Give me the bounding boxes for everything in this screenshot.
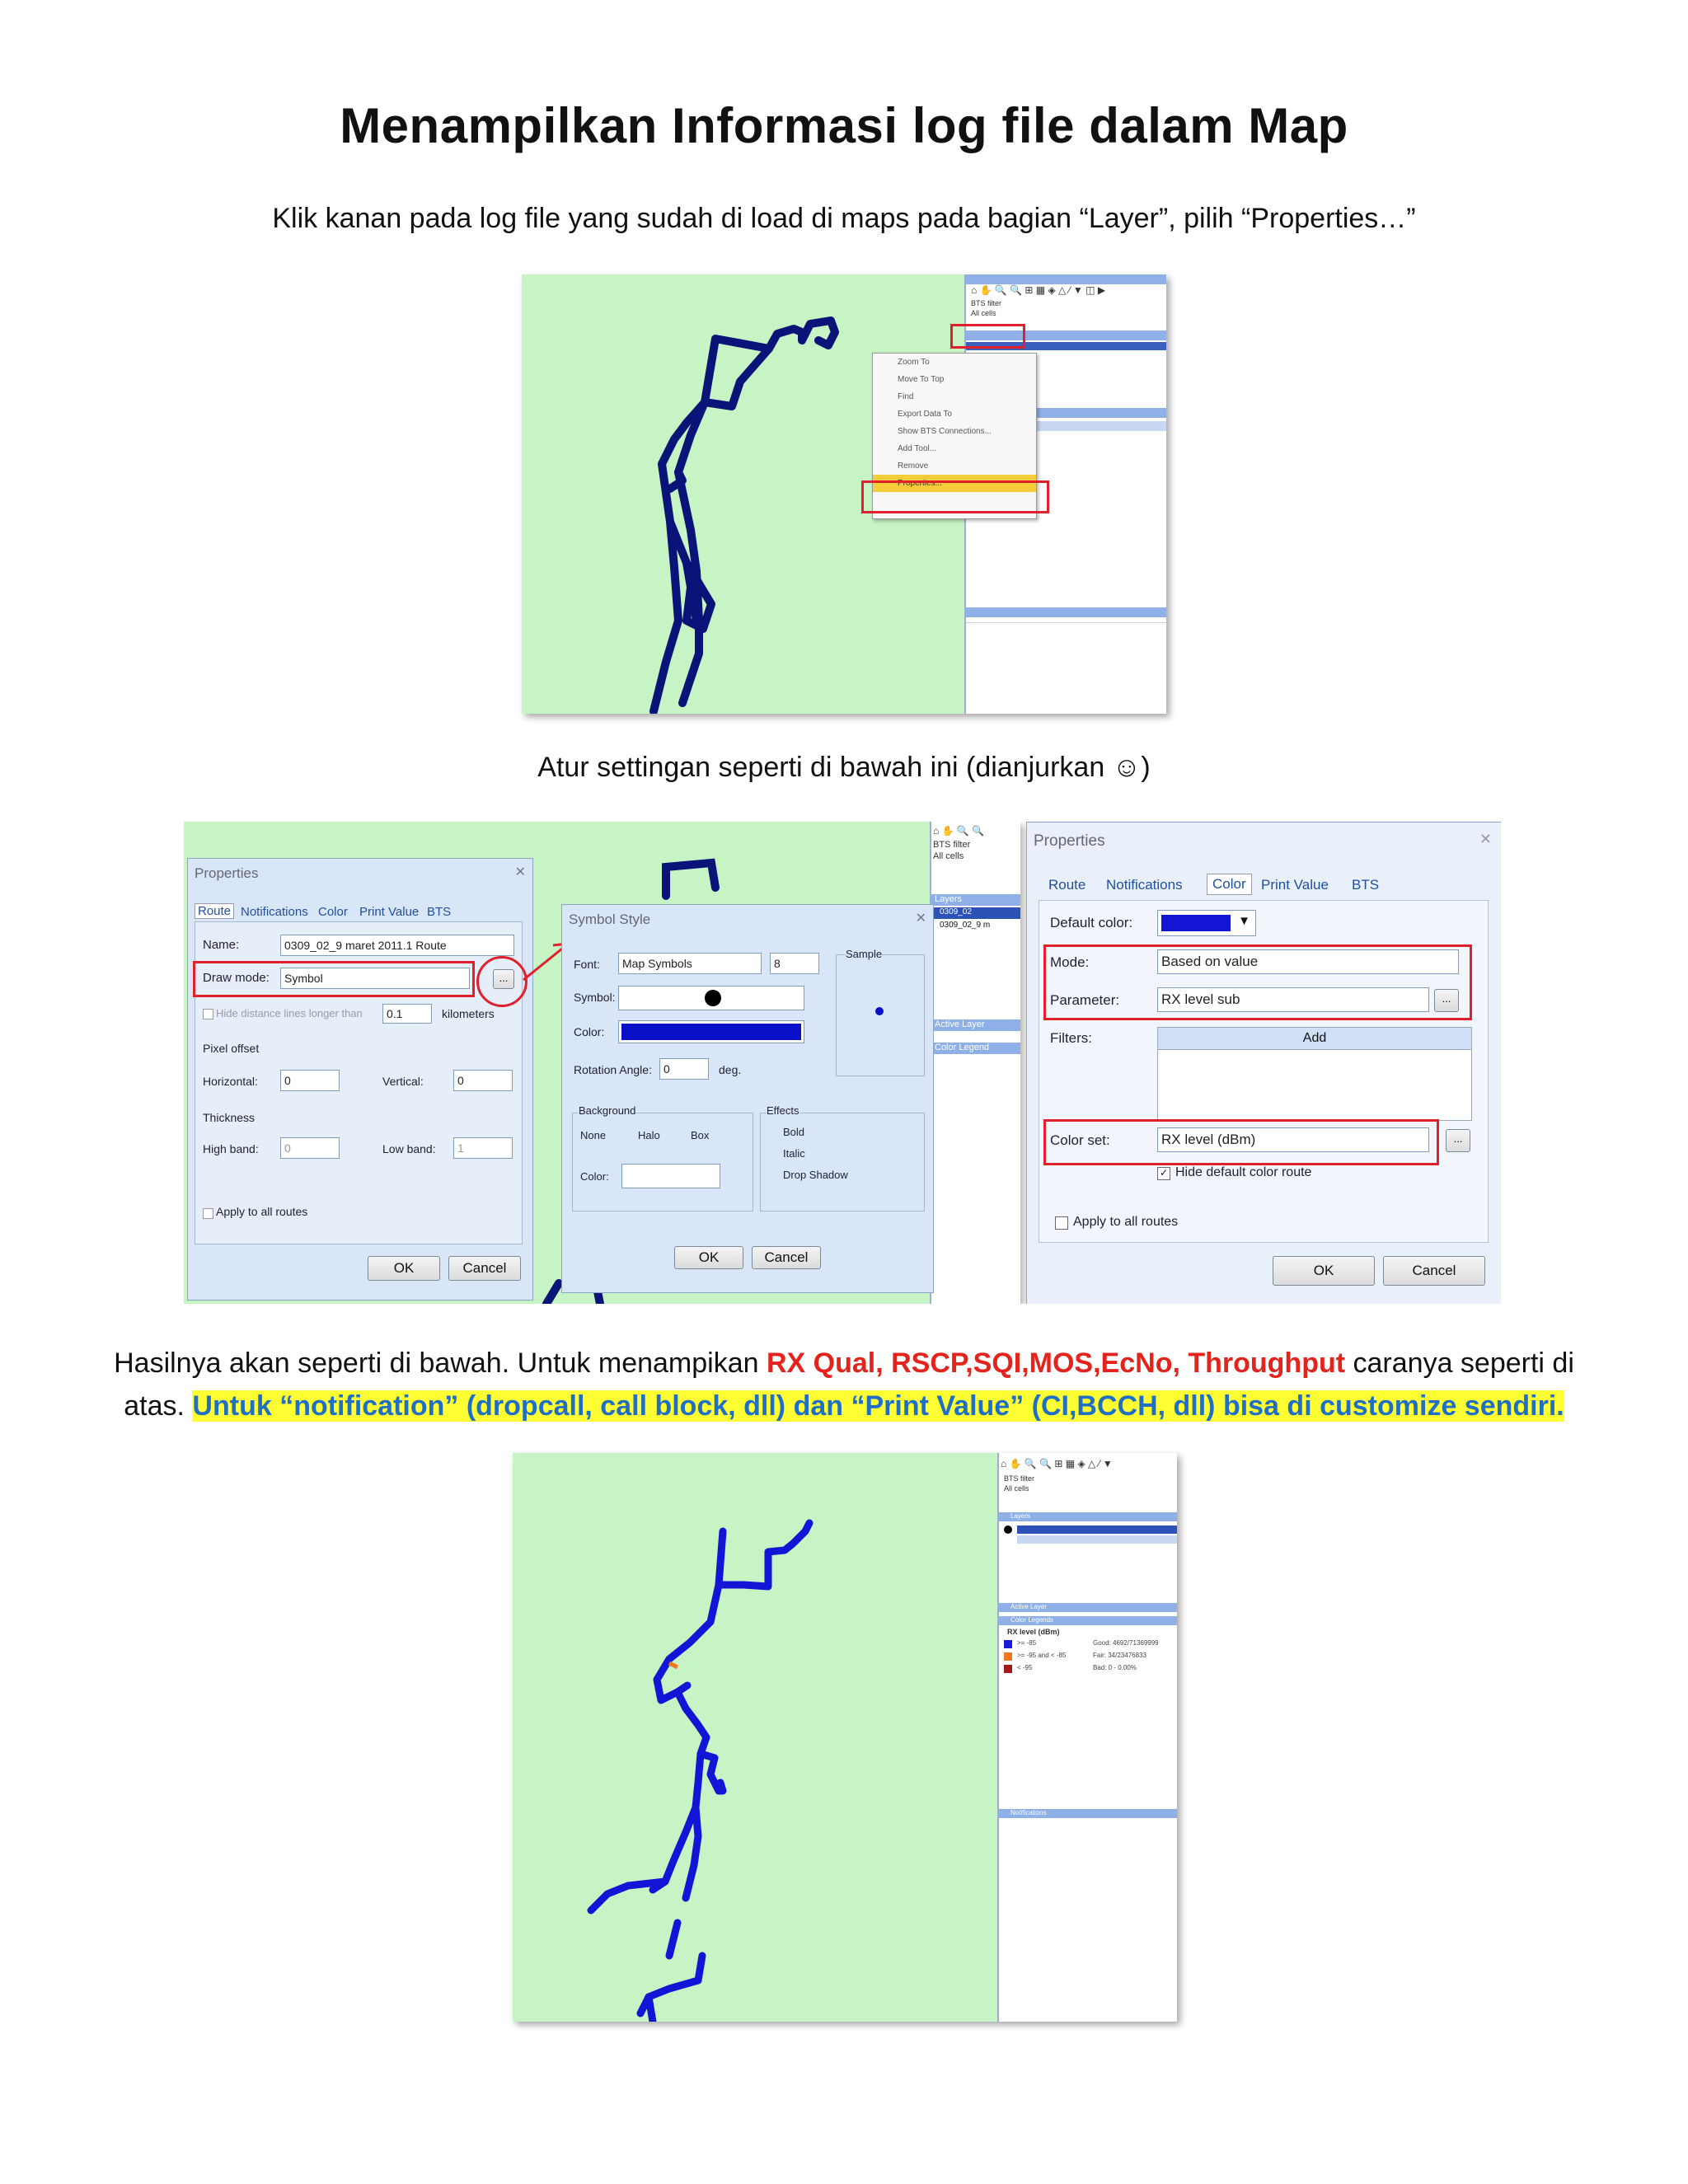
drop-shadow-checkbox[interactable]: Drop Shadow <box>783 1169 848 1181</box>
mode-label: Mode: <box>1050 954 1090 970</box>
menu-item-remove[interactable]: Remove <box>898 462 929 471</box>
map-with-dialogs <box>184 822 1020 1304</box>
tab-notifications[interactable]: Notifications <box>241 905 308 919</box>
menu-item-export[interactable]: Export Data To <box>898 410 952 419</box>
result-text-1: Hasilnya akan seperti di bawah. Untuk menampikan <box>114 1347 767 1379</box>
parameter-label: Parameter: <box>1050 992 1120 1008</box>
legend-row <box>1004 1664 1174 1675</box>
result-text-2: caranya seperti di <box>1345 1347 1574 1379</box>
result-notification-highlight: Untuk “notification” (dropcall, call block, dll) dan “Print Value” (CI,BCCH, dll) bisa di customize sendiri. <box>192 1390 1564 1422</box>
step1-instruction: Klik kanan pada log file yang sudah di load di maps pada bagian “Layer”, pilih “Properties…” <box>272 203 1416 234</box>
legend-title: RX level (dBm) <box>1007 1628 1060 1636</box>
tab-route[interactable]: Route <box>195 903 234 919</box>
legend-swatch <box>1004 1665 1012 1673</box>
legend-label: >= -95 and < -85 <box>1017 1652 1067 1659</box>
color-set-select[interactable]: RX level (dBm) <box>1157 1127 1429 1152</box>
symbol-dot-icon <box>705 990 721 1006</box>
layer-row[interactable] <box>1017 1526 1177 1534</box>
font-size-select[interactable]: 8 <box>770 953 819 974</box>
map-area <box>513 1453 997 2022</box>
bg-color-label: Color: <box>580 1170 609 1183</box>
layer-row-2[interactable]: 0309_02_9 m <box>940 921 991 930</box>
menu-item-find[interactable]: Find <box>898 392 914 401</box>
toolbar-icons[interactable]: ⌂ ✋ 🔍 🔍 ⊞ ▦ ◈ △ ⁄ ▼ ◫ ▶ <box>971 284 1106 296</box>
step2-instruction: Atur settingan seperti di bawah ini (dianjurkan ☺) <box>537 752 1151 783</box>
hide-lines-checkbox[interactable] <box>203 1009 213 1019</box>
legend-stat: Fair: 34/23476833 <box>1093 1652 1146 1659</box>
apply-all-checkbox[interactable] <box>1055 1216 1068 1230</box>
dialog-title: Properties <box>1034 832 1105 850</box>
bts-filter-label: BTS filter <box>971 299 1002 307</box>
close-icon[interactable]: ✕ <box>514 865 526 879</box>
sample-dot-icon <box>875 1007 884 1015</box>
all-cells-label-3: All cells <box>1004 1484 1029 1493</box>
parameter-browse-button[interactable]: ... <box>1434 989 1459 1012</box>
apply-all-label: Apply to all routes <box>1073 1215 1179 1229</box>
hide-lines-label: Hide distance lines longer than <box>216 1007 363 1019</box>
legend-swatch <box>1004 1652 1012 1661</box>
apply-all-checkbox[interactable] <box>203 1208 213 1219</box>
legend-stat: Bad: 0 - 0.00% <box>1093 1664 1137 1671</box>
legend-swatch <box>1004 1640 1012 1648</box>
color-set-browse-button[interactable]: ... <box>1446 1129 1470 1152</box>
background-group <box>572 1113 753 1212</box>
legend-label: < -95 <box>1017 1664 1033 1671</box>
layer-sub-row <box>1017 1535 1177 1544</box>
layers-header[interactable]: Layers <box>931 894 1020 906</box>
bg-none-radio[interactable]: None <box>580 1129 607 1141</box>
properties-dialog-color <box>1026 822 1501 1304</box>
vertical-label: Vertical: <box>382 1075 424 1088</box>
bold-checkbox[interactable]: Bold <box>783 1126 805 1138</box>
notifications-header[interactable]: Notifications <box>999 1809 1177 1818</box>
symbol-style-dialog <box>561 904 934 1293</box>
hide-default-checkbox[interactable]: ✓ <box>1157 1167 1170 1180</box>
mode-select[interactable]: Based on value <box>1157 949 1459 974</box>
layer-dot-icon <box>1004 1526 1012 1534</box>
page-title: Menampilkan Informasi log file dalam Map <box>340 98 1348 153</box>
tab-bts[interactable]: BTS <box>427 905 452 919</box>
screenshot-settings <box>184 822 1501 1304</box>
color-set-highlight <box>1043 1119 1439 1165</box>
color-picker[interactable] <box>618 1020 804 1043</box>
legend-row <box>1004 1639 1174 1650</box>
default-color-swatch <box>1161 915 1231 931</box>
tab-notifications[interactable]: Notifications <box>1106 877 1183 893</box>
font-select[interactable]: Map Symbols <box>618 953 762 974</box>
apply-all-label: Apply to all routes <box>216 1205 308 1218</box>
all-cells-label-2: All cells <box>933 851 964 861</box>
properties-highlight <box>861 480 1049 513</box>
tab-color[interactable]: Color <box>318 905 348 919</box>
tab-route[interactable]: Route <box>1048 877 1086 893</box>
low-band-input[interactable]: 1 <box>453 1137 513 1159</box>
sample-group <box>836 954 925 1076</box>
layer-panel <box>997 1453 1177 2022</box>
properties-dialog-route <box>187 858 533 1301</box>
font-label: Font: <box>574 958 600 971</box>
notifications-header <box>966 607 1166 617</box>
menu-item-show-bts[interactable]: Show BTS Connections... <box>898 427 992 436</box>
symbol-select[interactable] <box>618 986 804 1010</box>
rotation-input[interactable]: 0 <box>659 1058 709 1080</box>
notifications-area <box>966 622 1166 714</box>
hide-lines-input[interactable]: 0.1 <box>382 1004 432 1024</box>
layer-highlight <box>950 324 1025 349</box>
color-legend-header[interactable]: Color Legend <box>931 1043 1020 1054</box>
menu-item-move-to-top[interactable]: Move To Top <box>898 375 945 384</box>
tab-print-value[interactable]: Print Value <box>1261 877 1329 893</box>
active-layer-header[interactable]: Active Layer <box>931 1019 1020 1031</box>
high-band-input[interactable]: 0 <box>280 1137 340 1159</box>
result-paragraph <box>0 1342 1688 1427</box>
active-layer-header[interactable]: Active Layer <box>999 1603 1177 1612</box>
tab-bts[interactable]: BTS <box>1352 877 1380 893</box>
symbol-label: Symbol: <box>574 991 616 1004</box>
close-icon[interactable]: ✕ <box>915 912 926 926</box>
legend-row <box>1004 1652 1174 1662</box>
high-band-label: High band: <box>203 1142 259 1155</box>
rotation-label: Rotation Angle: <box>574 1063 652 1076</box>
menu-item-zoom-to[interactable]: Zoom To <box>898 358 930 367</box>
horizontal-label: Horizontal: <box>203 1075 258 1088</box>
effects-label: Effects <box>767 1104 799 1117</box>
legend-stat: Good: 4692/71369999 <box>1093 1639 1159 1647</box>
layer-row-1[interactable]: 0309_02 <box>931 907 1020 919</box>
bg-color-picker[interactable] <box>621 1164 720 1188</box>
name-label: Name: <box>203 938 240 952</box>
hide-default-label: Hide default color route <box>1175 1165 1312 1179</box>
symbol-style-title: Symbol Style <box>569 912 651 927</box>
ok-button[interactable]: OK <box>1273 1256 1375 1286</box>
screenshot-result-map <box>513 1453 1177 2022</box>
thickness-label: Thickness <box>203 1111 256 1124</box>
screenshot-layer-context-menu <box>522 274 1166 714</box>
draw-mode-highlight <box>193 961 475 997</box>
draw-mode-select[interactable]: Symbol <box>280 968 470 989</box>
cancel-button[interactable]: Cancel <box>448 1256 521 1281</box>
color-legends-header[interactable]: Color Legends <box>999 1616 1177 1625</box>
side-panel <box>930 822 1020 1304</box>
filters-label: Filters: <box>1050 1030 1092 1046</box>
draw-mode-browse-button[interactable]: ... <box>493 969 514 989</box>
name-input[interactable]: 0309_02_9 maret 2011.1 Route <box>280 935 514 956</box>
menu-item-add-tool[interactable]: Add Tool... <box>898 444 937 453</box>
add-filter-button[interactable]: Add <box>1158 1028 1471 1050</box>
result-metrics-highlight: RX Qual, RSCP,SQI,MOS,EcNo, Throughput <box>766 1347 1346 1379</box>
km-label: kilometers <box>442 1007 495 1020</box>
low-band-label: Low band: <box>382 1142 436 1155</box>
colored-route-track <box>513 1453 997 2022</box>
toolbar-icons-3[interactable]: ⌂ ✋ 🔍 🔍 ⊞ ▦ ◈ △ ⁄ ▼ <box>1001 1458 1113 1469</box>
menu-item-properties[interactable]: Properties... <box>873 475 1036 492</box>
color-set-label: Color set: <box>1050 1132 1110 1148</box>
layers-header[interactable]: Layers <box>999 1512 1177 1521</box>
bg-box-radio[interactable]: Box <box>691 1129 710 1141</box>
horizontal-input[interactable]: 0 <box>280 1070 340 1091</box>
all-cells-label: All cells <box>971 309 996 317</box>
default-color-picker[interactable] <box>1157 910 1256 936</box>
tab-print-value[interactable]: Print Value <box>359 905 420 919</box>
background-label: Background <box>579 1104 636 1117</box>
result-text-3: atas. <box>124 1390 193 1422</box>
cancel-button[interactable]: Cancel <box>752 1246 821 1269</box>
cancel-button[interactable]: Cancel <box>1383 1256 1485 1286</box>
bts-filter-label-3: BTS filter <box>1004 1474 1035 1483</box>
italic-checkbox[interactable]: Italic <box>783 1147 805 1160</box>
ok-button[interactable]: OK <box>368 1256 440 1281</box>
close-icon[interactable]: ✕ <box>1479 831 1492 847</box>
bts-filter-label-2: BTS filter <box>933 840 971 850</box>
default-color-label: Default color: <box>1050 915 1133 930</box>
ok-button[interactable]: OK <box>674 1246 743 1269</box>
parameter-select[interactable]: RX level sub <box>1157 987 1429 1012</box>
vertical-input[interactable]: 0 <box>453 1070 513 1091</box>
color-swatch <box>621 1024 801 1040</box>
legend-label: >= -85 <box>1017 1639 1037 1647</box>
bg-halo-radio[interactable]: Halo <box>638 1129 660 1141</box>
tab-color[interactable]: Color <box>1207 874 1252 895</box>
dialog-title: Properties <box>195 865 259 881</box>
filters-list[interactable] <box>1157 1027 1472 1121</box>
mode-parameter-highlight <box>1043 944 1472 1020</box>
chevron-down-icon: ▼ <box>1238 914 1250 928</box>
pixel-offset-label: Pixel offset <box>203 1042 260 1055</box>
toolbar-icons-2[interactable]: ⌂ ✋ 🔍 🔍 <box>933 825 985 837</box>
sample-label: Sample <box>846 948 883 960</box>
tools-header <box>966 274 1166 284</box>
deg-label: deg. <box>719 1063 742 1076</box>
draw-mode-label: Draw mode: <box>203 971 270 985</box>
color-label: Color: <box>574 1025 605 1038</box>
